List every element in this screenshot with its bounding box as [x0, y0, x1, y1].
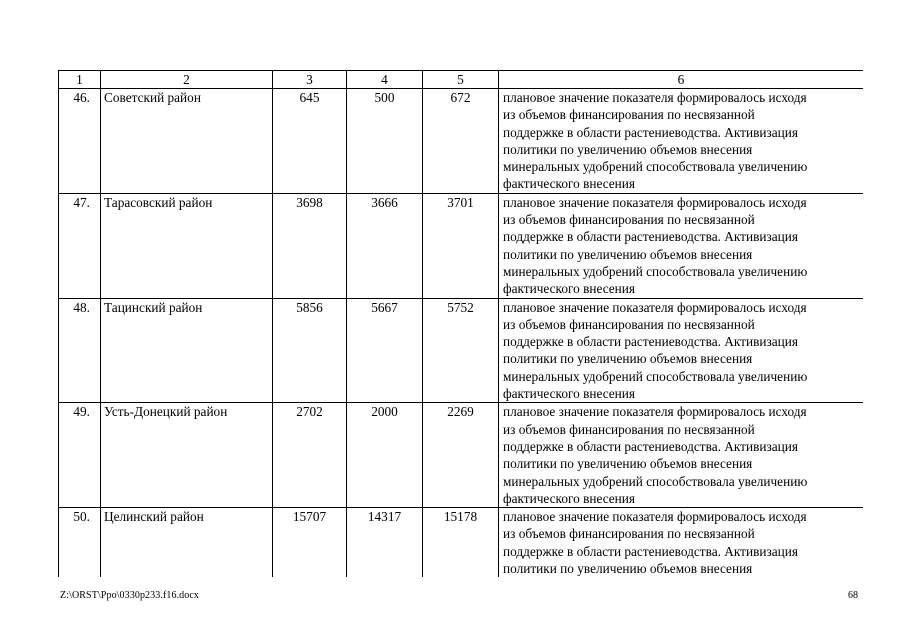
header-cell: 4	[347, 71, 423, 89]
comment-line: политики по увеличению объемов внесения	[503, 561, 753, 577]
document-table-region	[58, 70, 863, 577]
value-col5-cell: 3701	[423, 193, 499, 298]
district-name-cell: Тарасовский район	[101, 193, 273, 298]
table-row	[59, 298, 864, 403]
table-header-row	[59, 71, 864, 89]
comment-line: фактического внесения	[503, 490, 636, 506]
comment-line: минеральных удобрений способствовала увеличению	[503, 368, 808, 384]
value-col4-cell: 5667	[347, 298, 423, 403]
table-row	[59, 508, 864, 577]
row-number-cell: 47.	[59, 193, 101, 298]
comment-line: плановое значение показателя формировалось исходя	[503, 194, 807, 210]
value-col3-cell: 645	[273, 89, 347, 194]
comment-line: поддержке в области растениеводства. Активизация	[503, 229, 798, 245]
footer-page-number: 68	[848, 590, 858, 601]
comment-line: минеральных удобрений способствовала увеличению	[503, 159, 808, 175]
comment-line: плановое значение показателя формировалось исходя	[503, 299, 807, 315]
comment-line: политики по увеличению объемов внесения	[503, 351, 753, 367]
header-cell: 2	[101, 71, 273, 89]
district-name-cell: Тацинский район	[101, 298, 273, 403]
comment-line: политики по увеличению объемов внесения	[503, 456, 753, 472]
table-row	[59, 403, 864, 508]
district-name-cell: Целинский район	[101, 508, 273, 577]
value-col5-cell: 5752	[423, 298, 499, 403]
value-col3-cell: 15707	[273, 508, 347, 577]
row-number-cell: 49.	[59, 403, 101, 508]
comment-line: из объемов финансирования по несвязанной	[503, 212, 755, 228]
value-col4-cell: 500	[347, 89, 423, 194]
comment-cell	[499, 508, 864, 577]
comment-line: плановое значение показателя формировалось исходя	[503, 404, 807, 420]
comment-line: из объемов финансирования по несвязанной	[503, 421, 755, 437]
comment-cell	[499, 193, 864, 298]
header-cell: 3	[273, 71, 347, 89]
district-name-cell: Усть-Донецкий район	[101, 403, 273, 508]
header-cell: 1	[59, 71, 101, 89]
comment-line: поддержке в области растениеводства. Активизация	[503, 438, 798, 454]
table-row	[59, 193, 864, 298]
value-col5-cell: 672	[423, 89, 499, 194]
comment-line: минеральных удобрений способствовала увеличению	[503, 473, 808, 489]
value-col4-cell: 14317	[347, 508, 423, 577]
comment-line: плановое значение показателя формировалось исходя	[503, 509, 807, 525]
comment-line: из объемов финансирования по несвязанной	[503, 107, 755, 123]
value-col3-cell: 3698	[273, 193, 347, 298]
row-number-cell: 50.	[59, 508, 101, 577]
comment-line: фактического внесения	[503, 176, 636, 192]
comment-line: фактического внесения	[503, 386, 636, 402]
district-fertilizer-table	[58, 70, 863, 577]
comment-line: фактического внесения	[503, 281, 636, 297]
comment-cell	[499, 89, 864, 194]
comment-line: поддержке в области растениеводства. Активизация	[503, 334, 798, 350]
comment-line: из объемов финансирования по несвязанной	[503, 316, 755, 332]
value-col5-cell: 15178	[423, 508, 499, 577]
table-row	[59, 89, 864, 194]
value-col5-cell: 2269	[423, 403, 499, 508]
header-cell: 6	[499, 71, 864, 89]
value-col4-cell: 2000	[347, 403, 423, 508]
comment-line: минеральных удобрений способствовала увеличению	[503, 263, 808, 279]
footer-file-path: Z:\ORST\Ppo\0330p233.f16.docx	[60, 590, 200, 601]
value-col3-cell: 5856	[273, 298, 347, 403]
comment-line: плановое значение показателя формировалось исходя	[503, 90, 807, 105]
comment-line: из объемов финансирования по несвязанной	[503, 526, 755, 542]
row-number-cell: 46.	[59, 89, 101, 194]
row-number-cell: 48.	[59, 298, 101, 403]
comment-cell	[499, 403, 864, 508]
comment-cell	[499, 298, 864, 403]
comment-line: поддержке в области растениеводства. Активизация	[503, 543, 798, 559]
comment-line: поддержке в области растениеводства. Активизация	[503, 124, 798, 140]
district-name-cell: Советский район	[101, 89, 273, 194]
header-cell: 5	[423, 71, 499, 89]
comment-line: политики по увеличению объемов внесения	[503, 141, 753, 157]
comment-line: политики по увеличению объемов внесения	[503, 246, 753, 262]
value-col4-cell: 3666	[347, 193, 423, 298]
value-col3-cell: 2702	[273, 403, 347, 508]
